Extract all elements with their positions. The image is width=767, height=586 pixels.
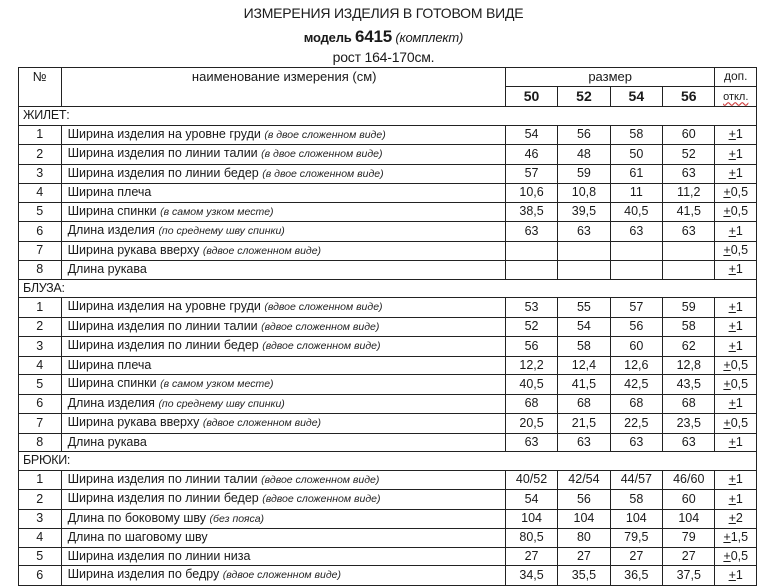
size-value-54: 36,5	[610, 566, 662, 586]
measurement-name: Ширина изделия по линии бедер	[67, 491, 259, 505]
tolerance-cell	[715, 298, 757, 318]
size-value-56	[663, 261, 715, 280]
tolerance-cell	[715, 490, 757, 510]
size-value-50: 38,5	[505, 202, 557, 222]
measurement-name: Ширина спинки	[67, 203, 157, 218]
plus-minus-sign: +	[723, 243, 731, 257]
size-value-52: 12,4	[558, 356, 610, 375]
size-value-52: 59	[558, 164, 610, 184]
column-header-size-52: 52	[558, 86, 610, 107]
size-value-54: 22,5	[610, 414, 662, 434]
plus-minus-sign: +	[728, 567, 736, 582]
column-header-number: №	[19, 68, 62, 107]
tolerance-cell	[715, 547, 757, 566]
size-value-56: 63	[663, 164, 715, 184]
measurement-note: (вдвое сложенном виде)	[264, 301, 383, 313]
table-row	[19, 509, 757, 529]
table-row	[19, 337, 757, 357]
measurement-name: Ширина изделия по линии талии	[67, 318, 258, 333]
tolerance-value: 1	[735, 299, 743, 314]
size-value-50: 52	[505, 317, 557, 337]
size-value-56: 12,8	[663, 356, 715, 375]
document-title: ИЗМЕРЕНИЯ ИЗДЕЛИЯ В ГОТОВОМ ВИДЕ	[243, 5, 524, 21]
table-row	[19, 202, 757, 222]
size-value-50	[505, 261, 557, 280]
plus-minus-sign: +	[728, 262, 736, 276]
measurement-name: Ширина изделия по линии низа	[67, 548, 251, 563]
tolerance-value: 0,5	[730, 357, 749, 372]
measurement-name-cell	[61, 298, 505, 318]
tolerance-value: 1	[735, 127, 743, 141]
row-number: 5	[19, 547, 62, 566]
row-number: 1	[19, 125, 62, 145]
column-header-deviation-line1: доп.	[715, 68, 757, 87]
section-row	[19, 107, 757, 126]
measurement-name: Ширина изделия по бедру	[67, 567, 220, 581]
size-value-52: 80	[558, 529, 610, 548]
plus-minus-sign: +	[728, 338, 736, 353]
measurement-name: Ширина рукава вверху	[67, 415, 200, 429]
measurement-note: (в двое сложенном виде)	[262, 167, 384, 180]
model-number: 6415	[354, 27, 392, 46]
measurement-note: (вдвое сложенном виде)	[202, 244, 322, 257]
size-value-54: 44/57	[610, 470, 662, 490]
size-value-50: 10,6	[505, 184, 557, 203]
tolerance-value: 1	[735, 223, 743, 238]
tolerance-value: 0,5	[730, 415, 749, 430]
tolerance-cell	[715, 529, 757, 548]
size-value-56: 63	[663, 433, 715, 452]
table-row	[19, 317, 757, 337]
size-value-52: 54	[558, 317, 610, 337]
size-value-54: 50	[610, 145, 662, 165]
size-value-52: 35,5	[558, 566, 610, 586]
measurement-name-cell	[61, 375, 505, 395]
tolerance-value: 1	[735, 319, 743, 333]
size-value-54: 63	[610, 433, 662, 452]
size-value-54: 58	[610, 490, 662, 510]
size-value-56: 23,5	[663, 414, 715, 434]
header-row	[19, 68, 757, 87]
measurement-name-cell	[61, 202, 505, 222]
size-value-50: 20,5	[505, 414, 557, 434]
size-value-52: 41,5	[558, 375, 610, 395]
model-line	[0, 27, 767, 47]
tolerance-value: 1	[735, 472, 743, 486]
measurement-name-cell	[61, 547, 505, 566]
measurement-name: Длина по боковому шву	[67, 510, 207, 525]
row-number: 1	[19, 298, 62, 318]
table-row	[19, 261, 757, 280]
measurement-name-cell	[61, 164, 505, 184]
measurement-name: Длина по шаговому шву	[67, 530, 208, 544]
measurement-name-cell	[61, 490, 505, 510]
column-header-size-50: 50	[505, 86, 557, 107]
size-value-56: 60	[663, 125, 715, 145]
size-value-56	[663, 241, 715, 261]
size-value-54: 68	[610, 394, 662, 414]
tolerance-value: 1	[735, 567, 743, 582]
measurement-note: (вдвое сложенном виде)	[262, 493, 381, 505]
measurement-name: Ширина изделия по линии талии	[67, 471, 258, 486]
measurement-note: (в самом узком месте)	[160, 205, 274, 218]
measurement-name-cell	[61, 222, 505, 242]
size-value-52	[558, 261, 610, 280]
plus-minus-sign: +	[723, 185, 731, 199]
size-value-50: 63	[505, 222, 557, 242]
size-value-54	[610, 241, 662, 261]
measurement-name-cell	[61, 529, 505, 548]
table-row	[19, 470, 757, 490]
plus-minus-sign: +	[728, 396, 736, 410]
tolerance-cell	[715, 337, 757, 357]
size-value-50: 63	[505, 433, 557, 452]
section-title: БРЮКИ:	[19, 452, 757, 471]
tolerance-value: 0,5	[730, 243, 749, 257]
measurement-name-cell	[61, 470, 505, 490]
measurement-note: (вдвое сложенном виде)	[261, 473, 380, 486]
measurement-note: (вдвое сложенном виде)	[262, 340, 381, 352]
row-number: 2	[19, 490, 62, 510]
plus-minus-sign: +	[723, 548, 731, 563]
size-value-54: 104	[610, 509, 662, 529]
size-value-54: 60	[610, 337, 662, 357]
plus-minus-sign: +	[728, 146, 736, 161]
size-value-52: 68	[558, 394, 610, 414]
measurement-note: (по среднему шву спинки)	[158, 397, 285, 410]
plus-minus-sign: +	[728, 434, 736, 449]
size-value-56: 43,5	[663, 375, 715, 395]
tolerance-value: 1,5	[730, 530, 749, 544]
plus-minus-sign: +	[723, 204, 731, 218]
size-value-50: 12,2	[505, 356, 557, 375]
table-row	[19, 529, 757, 548]
measurement-name: Ширина рукава вверху	[67, 242, 200, 257]
row-number: 4	[19, 356, 62, 375]
plus-minus-sign: +	[728, 299, 736, 314]
measurement-name: Длина рукава	[67, 262, 147, 276]
size-value-54: 79,5	[610, 529, 662, 548]
size-value-50: 104	[505, 509, 557, 529]
size-value-54: 11	[610, 184, 662, 203]
size-value-52: 63	[558, 222, 610, 242]
column-header-size-54: 54	[610, 86, 662, 107]
tolerance-cell	[715, 414, 757, 434]
measurement-name-cell	[61, 566, 505, 586]
measurement-name: Длина изделия	[67, 223, 155, 237]
table-row	[19, 125, 757, 145]
measurement-name-cell	[61, 433, 505, 452]
size-value-52: 63	[558, 433, 610, 452]
size-value-52: 10,8	[558, 184, 610, 203]
size-value-54: 56	[610, 317, 662, 337]
table-row	[19, 566, 757, 586]
size-value-54: 61	[610, 164, 662, 184]
table-row	[19, 433, 757, 452]
plus-minus-sign: +	[723, 376, 731, 391]
measurement-note: (в двое сложенном виде)	[261, 148, 383, 160]
size-value-56: 104	[663, 509, 715, 529]
measurement-name: Ширина плеча	[67, 185, 152, 199]
measurement-name-cell	[61, 261, 505, 280]
size-value-50: 54	[505, 125, 557, 145]
size-value-50: 80,5	[505, 529, 557, 548]
row-number: 1	[19, 470, 62, 490]
size-value-50: 40,5	[505, 375, 557, 395]
measurement-name-cell	[61, 337, 505, 357]
measurement-name-cell	[61, 414, 505, 434]
row-number: 3	[19, 337, 62, 357]
row-number: 3	[19, 164, 62, 184]
row-number: 5	[19, 202, 62, 222]
row-number: 5	[19, 375, 62, 395]
model-label: модель	[303, 30, 352, 45]
tolerance-cell	[715, 356, 757, 375]
section-row	[19, 452, 757, 471]
row-number: 7	[19, 414, 62, 434]
size-value-56: 60	[663, 490, 715, 510]
table-row	[19, 298, 757, 318]
row-number: 8	[19, 261, 62, 280]
tolerance-value: 2	[735, 511, 743, 525]
tolerance-cell	[715, 470, 757, 490]
measurement-name-cell	[61, 241, 505, 261]
size-value-50: 56	[505, 337, 557, 357]
measurement-note: (по среднему шву спинки)	[158, 225, 285, 237]
size-value-54	[610, 261, 662, 280]
table-row	[19, 375, 757, 395]
row-number: 4	[19, 184, 62, 203]
measurement-name: Длина изделия	[67, 395, 155, 410]
tolerance-value: 0,5	[730, 548, 749, 563]
table-body	[19, 107, 757, 586]
table-row	[19, 145, 757, 165]
measurement-name-cell	[61, 145, 505, 165]
row-number: 2	[19, 145, 62, 165]
tolerance-cell	[715, 222, 757, 242]
tolerance-cell	[715, 241, 757, 261]
column-header-deviation-line2: откл.	[715, 86, 757, 107]
size-value-50: 40/52	[505, 470, 557, 490]
tolerance-cell	[715, 566, 757, 586]
measurement-name: Ширина спинки	[67, 376, 157, 390]
tolerance-value: 0,5	[730, 204, 749, 218]
size-value-56: 59	[663, 298, 715, 318]
row-number: 7	[19, 241, 62, 261]
plus-minus-sign: +	[723, 530, 731, 544]
measurement-name: Ширина изделия по линии талии	[67, 146, 258, 160]
size-value-56: 11,2	[663, 184, 715, 203]
size-value-54: 58	[610, 125, 662, 145]
plus-minus-sign: +	[728, 127, 736, 141]
table-row	[19, 164, 757, 184]
table-row	[19, 184, 757, 203]
measurement-name-cell	[61, 509, 505, 529]
size-value-50: 53	[505, 298, 557, 318]
size-value-56: 79	[663, 529, 715, 548]
tolerance-value: 1	[735, 396, 743, 410]
tolerance-value: 0,5	[730, 376, 749, 391]
table-row	[19, 356, 757, 375]
row-number: 8	[19, 433, 62, 452]
column-header-size-56: 56	[663, 86, 715, 107]
size-value-50: 27	[505, 547, 557, 566]
size-value-50	[505, 241, 557, 261]
section-title: ЖИЛЕТ:	[19, 107, 757, 126]
tolerance-value: 1	[735, 338, 743, 353]
size-value-52: 56	[558, 490, 610, 510]
size-value-50: 57	[505, 164, 557, 184]
size-value-56: 41,5	[663, 202, 715, 222]
size-value-56: 62	[663, 337, 715, 357]
column-header-size-group: размер	[505, 68, 715, 87]
tolerance-cell	[715, 261, 757, 280]
size-value-54: 63	[610, 222, 662, 242]
tolerance-cell	[715, 394, 757, 414]
size-value-52: 39,5	[558, 202, 610, 222]
tolerance-cell	[715, 433, 757, 452]
measurement-name: Ширина изделия на уровне груди	[67, 299, 261, 313]
plus-minus-sign: +	[728, 319, 736, 333]
plus-minus-sign: +	[728, 511, 736, 525]
table-row	[19, 547, 757, 566]
row-number: 2	[19, 317, 62, 337]
measurement-note: (вдвое сложенном виде)	[261, 320, 380, 333]
size-value-56: 27	[663, 547, 715, 566]
plus-minus-sign: +	[723, 357, 731, 372]
size-value-52: 21,5	[558, 414, 610, 434]
section-title: БЛУЗА:	[19, 279, 757, 298]
size-value-52: 48	[558, 145, 610, 165]
plus-minus-sign: +	[723, 415, 731, 430]
measurement-name-cell	[61, 356, 505, 375]
measurement-name: Ширина изделия на уровне груди	[67, 126, 261, 141]
size-value-50: 34,5	[505, 566, 557, 586]
size-value-56: 46/60	[663, 470, 715, 490]
size-value-54: 12,6	[610, 356, 662, 375]
tolerance-cell	[715, 202, 757, 222]
plus-minus-sign: +	[728, 472, 736, 486]
row-number: 6	[19, 394, 62, 414]
size-value-54: 42,5	[610, 375, 662, 395]
table-row	[19, 394, 757, 414]
tolerance-value: 1	[735, 491, 743, 506]
size-value-56: 52	[663, 145, 715, 165]
tolerance-value: 1	[735, 146, 743, 161]
table-row	[19, 241, 757, 261]
table-row	[19, 414, 757, 434]
table-row	[19, 222, 757, 242]
measurement-note: (вдвое сложенном виде)	[202, 417, 322, 429]
size-value-50: 54	[505, 490, 557, 510]
column-header-name: наименование измерения (см)	[61, 68, 505, 107]
tolerance-cell	[715, 164, 757, 184]
row-number: 6	[19, 222, 62, 242]
height-range: рост 164-170см.	[332, 49, 435, 65]
row-number: 3	[19, 509, 62, 529]
size-value-54: 57	[610, 298, 662, 318]
size-value-52	[558, 241, 610, 261]
size-value-52: 56	[558, 125, 610, 145]
row-number: 4	[19, 529, 62, 548]
section-row	[19, 279, 757, 298]
size-value-52: 55	[558, 298, 610, 318]
measurements-table	[18, 67, 757, 586]
size-value-56: 68	[663, 394, 715, 414]
table-row	[19, 490, 757, 510]
size-value-52: 42/54	[558, 470, 610, 490]
tolerance-value: 1	[735, 434, 743, 449]
size-value-50: 46	[505, 145, 557, 165]
measurement-name-cell	[61, 184, 505, 203]
model-note: (комплект)	[395, 30, 464, 45]
size-value-50: 68	[505, 394, 557, 414]
size-value-52: 104	[558, 509, 610, 529]
measurement-note: (в двое сложенном виде)	[264, 128, 386, 141]
measurement-name: Ширина плеча	[67, 357, 152, 372]
measurement-name: Ширина изделия по линии бедер	[67, 165, 259, 180]
tolerance-value: 0,5	[730, 185, 749, 199]
tolerance-cell	[715, 184, 757, 203]
measurement-note: (без пояса)	[209, 512, 265, 525]
tolerance-cell	[715, 125, 757, 145]
plus-minus-sign: +	[728, 491, 736, 506]
tolerance-value: 1	[735, 166, 743, 180]
measurement-name: Длина рукава	[67, 434, 147, 449]
tolerance-cell	[715, 509, 757, 529]
tolerance-value: 1	[735, 262, 743, 276]
size-value-54: 27	[610, 547, 662, 566]
size-value-56: 63	[663, 222, 715, 242]
plus-minus-sign: +	[728, 223, 736, 238]
size-value-52: 27	[558, 547, 610, 566]
size-value-52: 58	[558, 337, 610, 357]
measurement-note: (в самом узком месте)	[160, 378, 274, 390]
plus-minus-sign: +	[728, 166, 736, 180]
measurement-name-cell	[61, 125, 505, 145]
measurement-name-cell	[61, 394, 505, 414]
tolerance-cell	[715, 145, 757, 165]
measurement-name: Ширина изделия по линии бедер	[67, 338, 259, 352]
tolerance-cell	[715, 375, 757, 395]
row-number: 6	[19, 566, 62, 586]
size-value-56: 37,5	[663, 566, 715, 586]
size-value-56: 58	[663, 317, 715, 337]
tolerance-cell	[715, 317, 757, 337]
size-value-54: 40,5	[610, 202, 662, 222]
measurement-name-cell	[61, 317, 505, 337]
measurement-note: (вдвое сложенном виде)	[222, 569, 341, 581]
